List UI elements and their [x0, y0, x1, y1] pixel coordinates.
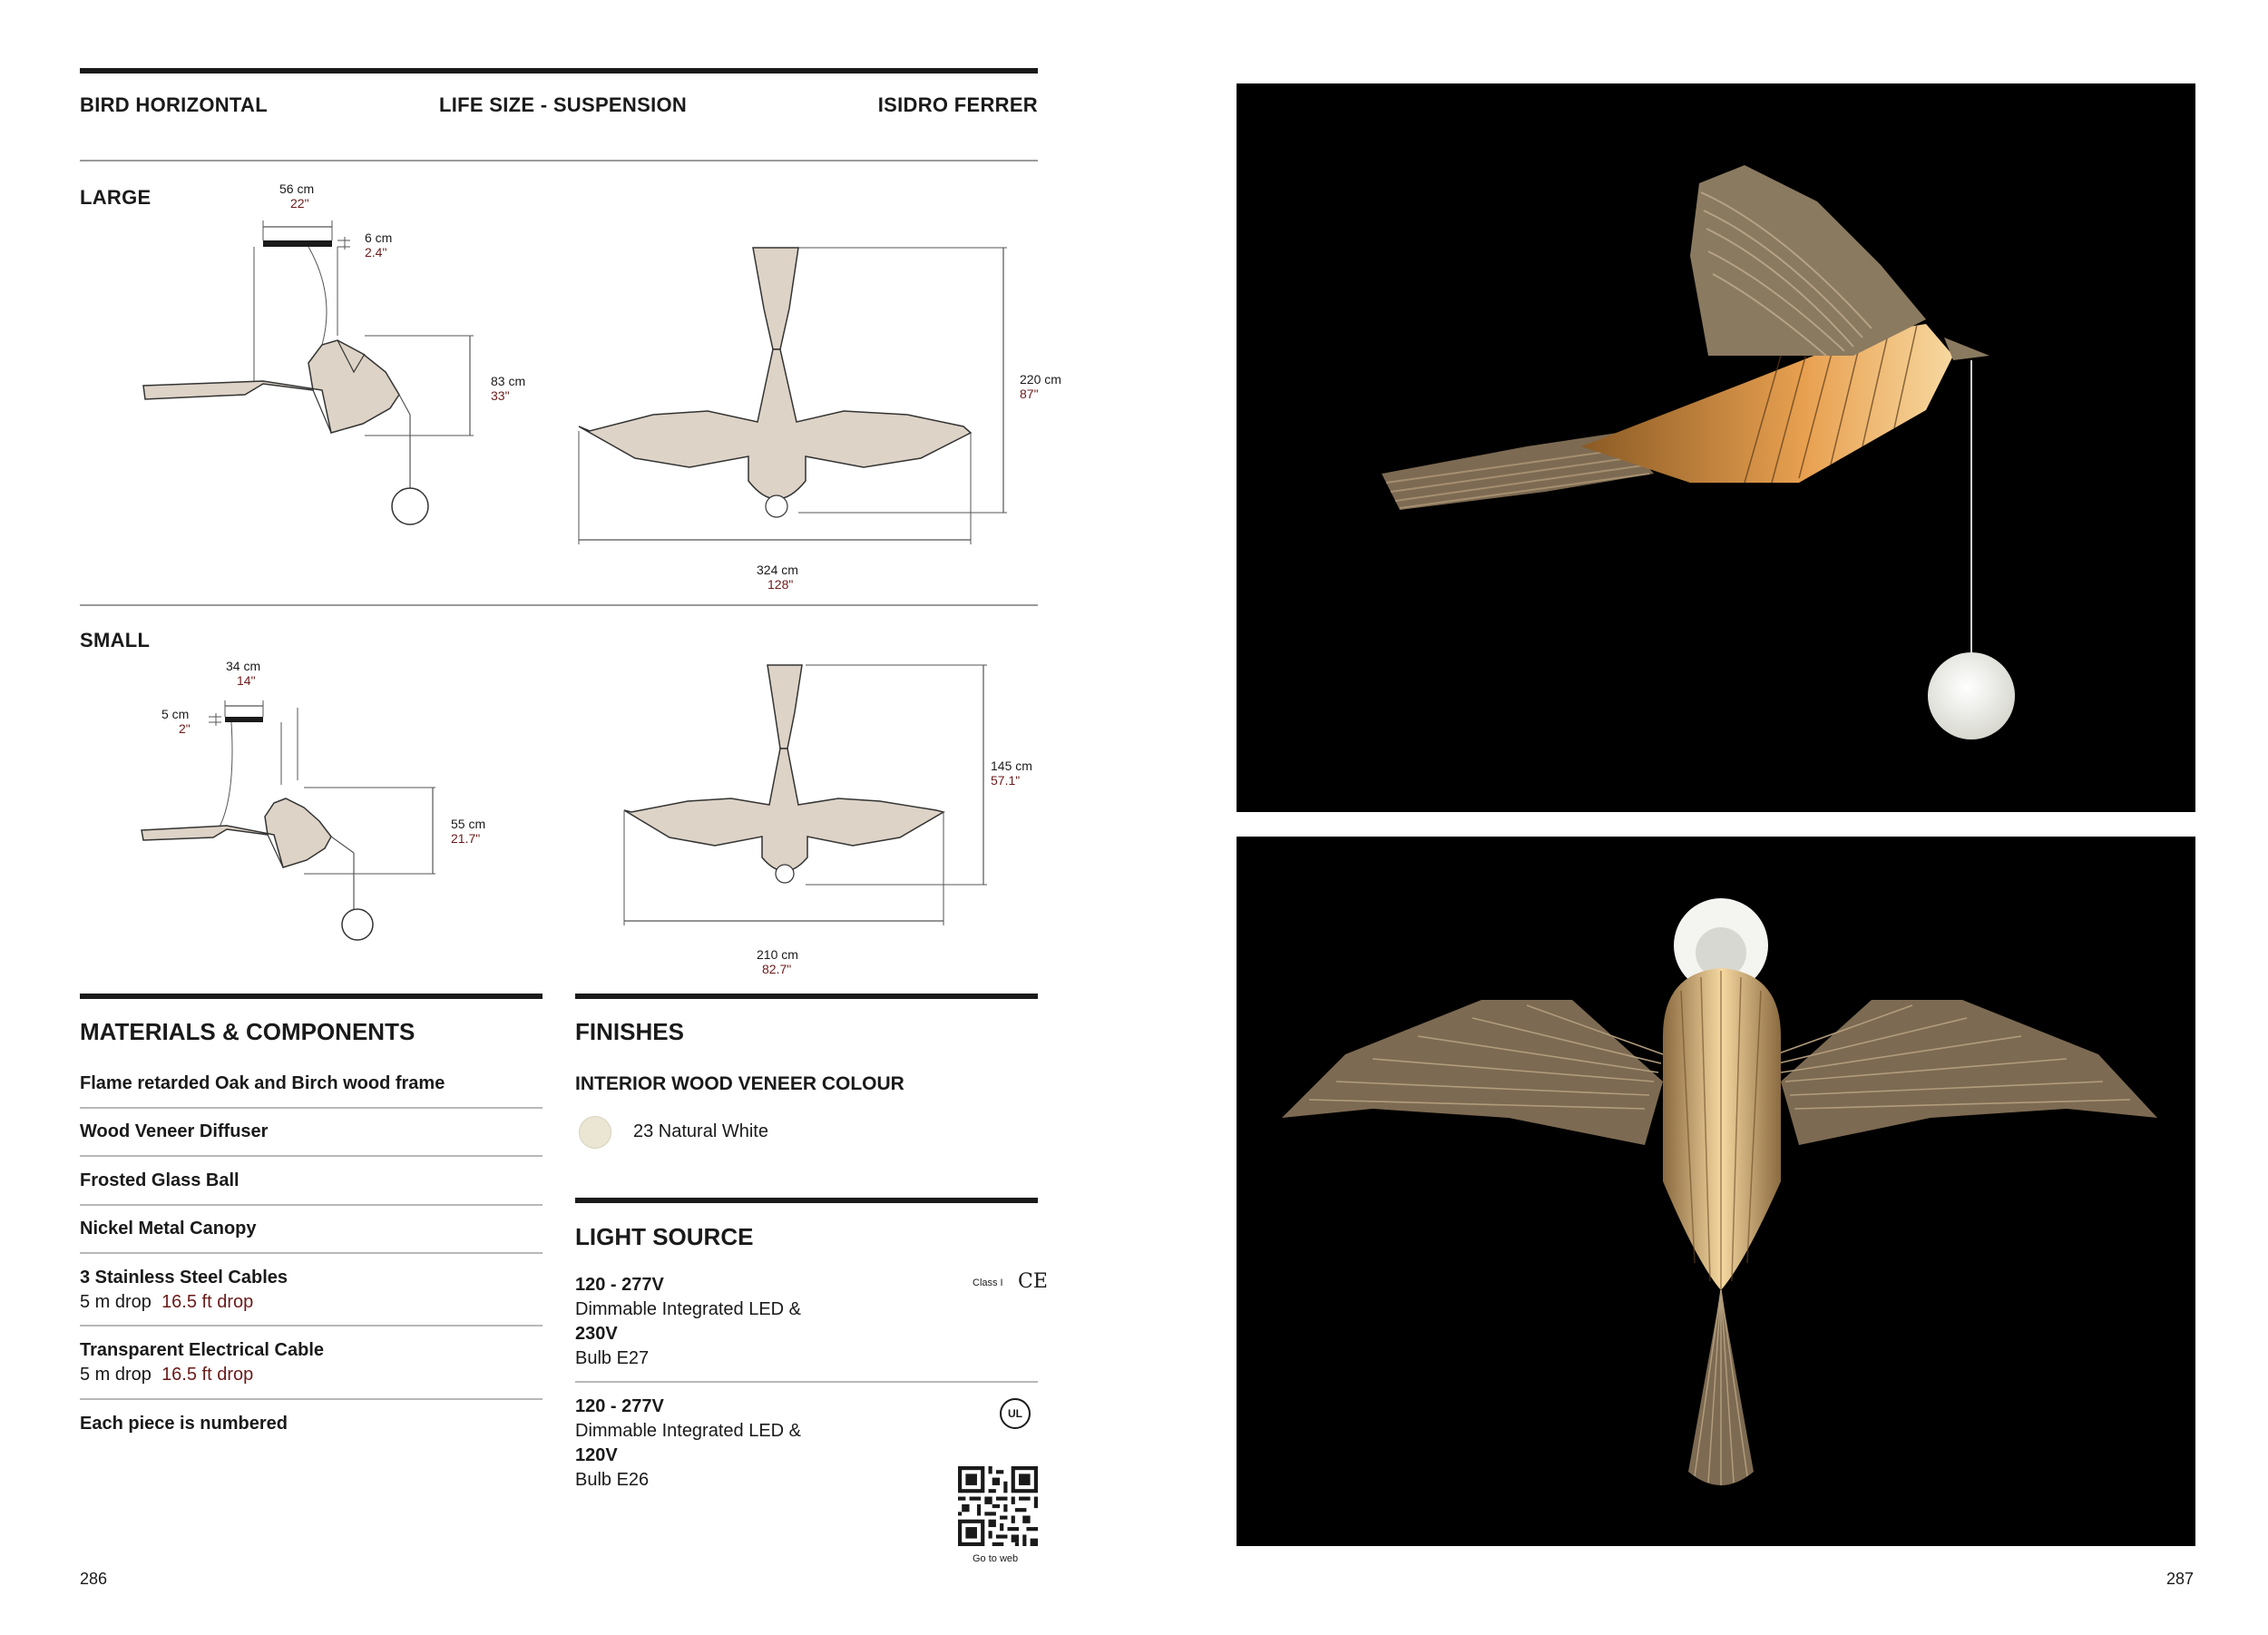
product-photo-front: [1237, 837, 2195, 1546]
material-divider: [80, 1204, 543, 1206]
large-canopy-height-cm: 6 cm: [365, 230, 393, 245]
material-item: Each piece is numbered: [80, 1414, 288, 1434]
small-label: SMALL: [80, 629, 151, 651]
large-side-diagram: [127, 177, 544, 540]
material-item: Nickel Metal Canopy: [80, 1219, 257, 1238]
light-voltage-alt: 230V: [575, 1324, 618, 1344]
finishes-top-rule: [575, 994, 1038, 999]
small-canopy-width-in: 14": [237, 673, 256, 688]
ce-mark-icon: CE: [1018, 1270, 1048, 1293]
light-source-title: LIGHT SOURCE: [575, 1223, 754, 1250]
large-front-height-in: 87": [1020, 387, 1039, 401]
bird-lamp-front-image: [1237, 837, 2195, 1546]
materials-title: MATERIALS & COMPONENTS: [80, 1018, 415, 1045]
small-front-width-cm: 210 cm: [757, 947, 798, 962]
finish-swatch[interactable]: [579, 1116, 611, 1149]
material-item: Flame retarded Oak and Birch wood frame: [80, 1073, 445, 1093]
material-item-detail: [80, 1365, 253, 1385]
material-divider: [80, 1398, 543, 1400]
large-front-width-cm: 324 cm: [757, 563, 798, 577]
small-front-height-cm: 145 cm: [991, 759, 1032, 773]
light-voltage-alt: 120V: [575, 1445, 618, 1465]
light-divider: [575, 1381, 1038, 1383]
light-bulb: Bulb E26: [575, 1470, 650, 1490]
small-side-height-in: 21.7": [451, 831, 481, 846]
small-side-height-cm: 55 cm: [451, 817, 486, 831]
material-divider: [80, 1325, 543, 1327]
header-top-rule: [80, 68, 1038, 73]
light-voltage: 120 - 277V: [575, 1396, 664, 1416]
finishes-subtitle: INTERIOR WOOD VENEER COLOUR: [575, 1073, 904, 1094]
small-canopy-height-cm: 5 cm: [161, 707, 190, 721]
drop-metric: 5 m drop: [80, 1365, 152, 1385]
light-voltage: 120 - 277V: [575, 1275, 664, 1295]
bird-lamp-side-image: [1237, 83, 2195, 812]
small-canopy-height-in: 2": [179, 721, 191, 736]
material-item-detail: [80, 1292, 253, 1313]
material-item: Transparent Electrical Cable: [80, 1340, 325, 1360]
header-divider: [80, 160, 1038, 162]
product-name: BIRD HORIZONTAL: [80, 93, 268, 116]
large-canopy-height-in: 2.4": [365, 245, 387, 259]
material-divider: [80, 1252, 543, 1254]
light-bulb: Bulb E27: [575, 1348, 650, 1368]
material-item: Frosted Glass Ball: [80, 1170, 240, 1190]
small-front-height-in: 57.1": [991, 773, 1021, 788]
large-canopy-width-in: 22": [290, 196, 309, 210]
product-photo-side: [1237, 83, 2195, 812]
large-front-diagram: [572, 240, 1025, 558]
material-divider: [80, 1107, 543, 1109]
designer-name: ISIDRO FERRER: [877, 93, 1038, 116]
page-number-right: 287: [2166, 1570, 2195, 1588]
light-source-top-rule: [575, 1198, 1038, 1203]
light-description: Dimmable Integrated LED &: [575, 1299, 802, 1319]
material-item: 3 Stainless Steel Cables: [80, 1268, 288, 1287]
small-front-diagram: [615, 658, 996, 939]
material-divider: [80, 1155, 543, 1157]
drop-imperial: 16.5 ft drop: [161, 1292, 254, 1312]
collection-name: LIFE SIZE - SUSPENSION: [439, 93, 688, 116]
large-side-height-cm: 83 cm: [491, 374, 526, 388]
drop-metric: 5 m drop: [80, 1292, 152, 1312]
large-front-width-in: 128": [767, 577, 794, 592]
small-front-width-in: 82.7": [762, 962, 792, 976]
drop-imperial: 16.5 ft drop: [161, 1365, 254, 1385]
materials-top-rule: [80, 994, 543, 999]
large-label: LARGE: [80, 186, 152, 209]
class-rating: Class I: [973, 1278, 1003, 1288]
size-divider: [80, 604, 1038, 606]
finishes-title: FINISHES: [575, 1018, 684, 1045]
large-side-height-in: 33": [491, 388, 510, 403]
page-number-left: 286: [80, 1570, 108, 1588]
light-description: Dimmable Integrated LED &: [575, 1421, 802, 1441]
ul-mark-icon: UL: [1000, 1398, 1031, 1429]
qr-code-icon[interactable]: [958, 1466, 1038, 1546]
large-front-height-cm: 220 cm: [1020, 372, 1061, 387]
qr-caption[interactable]: Go to web: [973, 1553, 1019, 1564]
small-canopy-width-cm: 34 cm: [226, 659, 261, 673]
large-canopy-width-cm: 56 cm: [279, 181, 315, 196]
material-item: Wood Veneer Diffuser: [80, 1121, 269, 1141]
finish-swatch-label: 23 Natural White: [633, 1121, 768, 1141]
